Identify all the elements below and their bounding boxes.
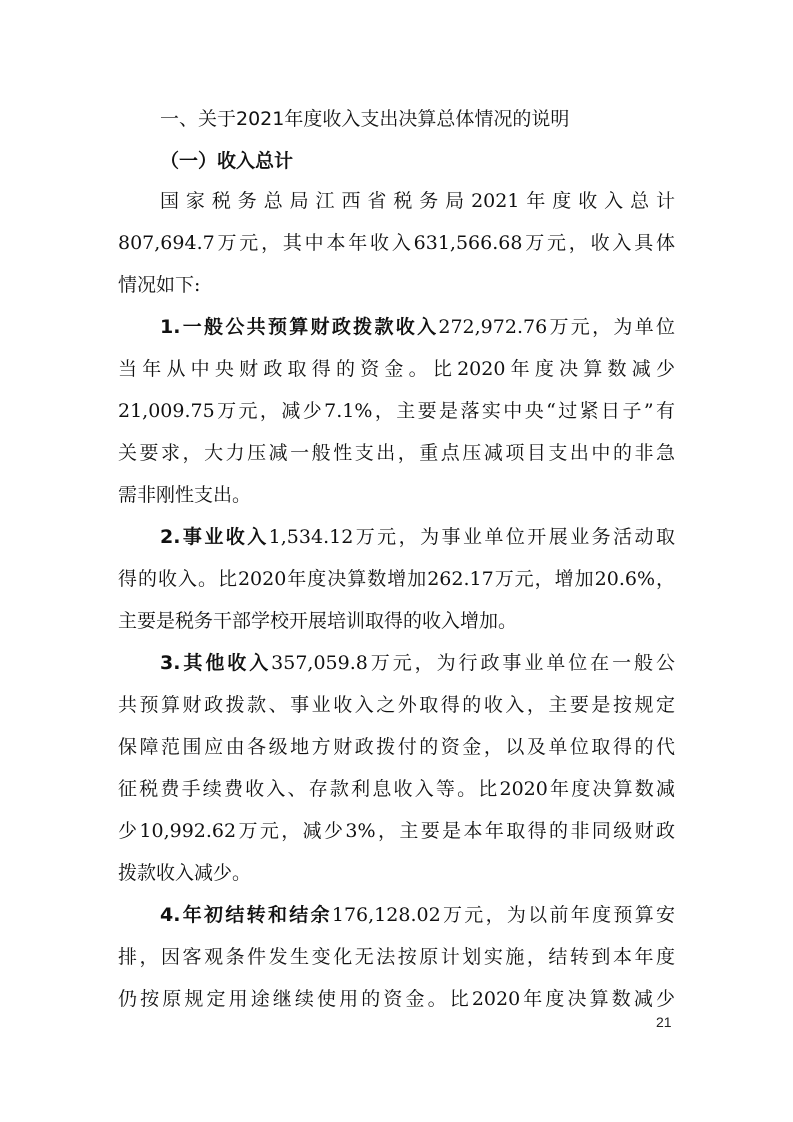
item-3-lead: 3.其他收入: [160, 652, 272, 674]
item-3-text: 357,059.8万元，为行政事业单位在一般公: [271, 652, 675, 674]
item-4-line: 排，因客观条件发生变化无法按原计划实施，结转到本年度: [118, 946, 675, 968]
item-1-lead: 1.一般公共预算财政拨款收入: [160, 316, 439, 338]
section-heading: 一、关于2021年度收入支出决算总体情况的说明: [160, 108, 570, 130]
item-4-line: [160, 902, 675, 928]
item-1-line: 需非刚性支出。: [118, 484, 252, 506]
item-2-line: 得的收入。比2020年度决算数增加262.17万元，增加20.6%，: [118, 568, 675, 590]
item-3-line: 共预算财政拨款、事业收入之外取得的收入，主要是按规定: [118, 694, 675, 716]
intro-line: 807,694.7万元，其中本年收入631,566.68万元，收入具体: [118, 232, 675, 254]
item-1-line: 21,009.75万元，减少7.1%，主要是落实中央“过紧日子”有: [118, 400, 675, 422]
item-3-line: 少10,992.62万元，减少3%，主要是本年取得的非同级财政: [118, 820, 675, 842]
intro-line: 情况如下:: [118, 274, 201, 296]
item-1-line: 关要求，大力压减一般性支出，重点压减项目支出中的非急: [118, 442, 675, 464]
item-3-line: 保障范围应由各级地方财政拨付的资金，以及单位取得的代: [118, 736, 675, 758]
item-2-line: [160, 524, 675, 550]
subsection-heading: （一）收入总计: [160, 150, 294, 172]
item-3-line: 征税费手续费收入、存款利息收入等。比2020年度决算数减: [118, 778, 675, 800]
page-number: 21: [656, 1014, 672, 1030]
item-4-line: 仍按原规定用途继续使用的资金。比2020年度决算数减少: [118, 988, 675, 1010]
item-2-lead: 2.事业收入: [160, 526, 269, 548]
item-3-line: [160, 650, 675, 676]
item-3-line: 拨款收入减少。: [118, 862, 252, 884]
intro-line: 国家税务总局江西省税务局2021年度收入总计: [160, 190, 675, 212]
item-2-line: 主要是税务干部学校开展培训取得的收入增加。: [118, 610, 518, 632]
item-1-line: [160, 314, 675, 340]
item-1-text: 272,972.76万元，为单位: [438, 316, 675, 338]
item-2-text: 1,534.12万元，为事业单位开展业务活动取: [268, 526, 675, 548]
item-1-line: 当年从中央财政取得的资金。比2020年度决算数减少: [118, 358, 675, 380]
item-4-lead: 4.年初结转和结余: [160, 904, 332, 926]
item-4-text: 176,128.02万元，为以前年度预算安: [331, 904, 675, 926]
